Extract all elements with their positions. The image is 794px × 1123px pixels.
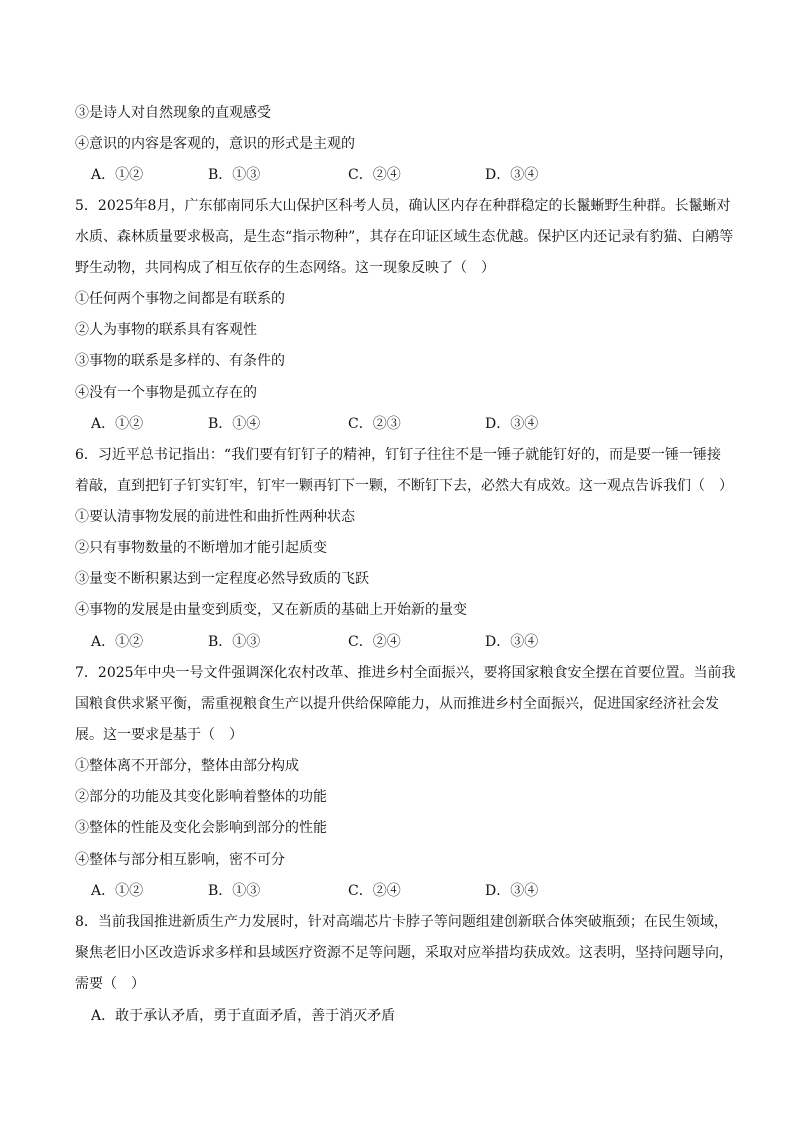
q5-item-4: ④没有一个事物是孤立存在的 xyxy=(75,385,257,401)
q4-item-4: ④意识的内容是客观的，意识的形式是主观的 xyxy=(75,136,355,152)
q6-option-a[interactable]: A．①② xyxy=(91,634,144,650)
q7-option-d[interactable]: D．③④ xyxy=(485,883,539,899)
q8-stem-line-2: 聚焦老旧小区改造诉求多样和县域医疗资源不足等问题，采取对应举措均获成效。这表明，坚持问题导向， xyxy=(75,945,733,961)
q7-option-a[interactable]: A．①② xyxy=(91,883,144,899)
q4-item-3: ③是诗人对自然现象的直观感受 xyxy=(75,105,271,121)
q7-item-4: ④整体与部分相互影响，密不可分 xyxy=(75,852,285,868)
q4-options xyxy=(91,166,711,184)
q6-stem-line-2: 着敲，直到把钉子钉实钉牢，钉牢一颗再钉下一颗，不断钉下去，必然大有成效。这一观点告诉我们（ ） xyxy=(75,478,733,494)
q7-stem-line-2: 国粮食供求紧平衡，需重视粮食生产以提升供给保障能力，从而推进乡村全面振兴，促进国家经济社会发 xyxy=(75,696,719,712)
q7-item-3: ③整体的性能及变化会影响到部分的性能 xyxy=(75,820,327,836)
q5-stem-line-3: 野生动物，共同构成了相互依存的生态网络。这一现象反映了（ ） xyxy=(75,260,495,276)
q7-option-b[interactable]: B．①③ xyxy=(208,883,261,899)
q5-item-1: ①任何两个事物之间都是有联系的 xyxy=(75,291,285,307)
q7-item-2: ②部分的功能及其变化影响着整体的功能 xyxy=(75,789,327,805)
q5-option-d[interactable]: D．③④ xyxy=(485,416,539,432)
q6-option-d[interactable]: D．③④ xyxy=(485,634,539,650)
q7-stem-line-1: 7．2025年中央一号文件强调深化农村改革、推进乡村全面振兴，要将国家粮食安全摆在首要位置。当前我 xyxy=(75,665,736,681)
q6-options xyxy=(91,633,711,651)
q5-stem-line-2: 水质、森林质量要求极高，是生态“指示物种”，其存在印证区域生态优越。保护区内还记录有豹猫、白鹇等 xyxy=(75,229,734,245)
q5-option-b[interactable]: B．①④ xyxy=(208,416,261,432)
q6-option-c[interactable]: C．②④ xyxy=(348,634,401,650)
q4-option-c[interactable]: C．②④ xyxy=(348,167,401,183)
q7-stem-line-3: 展。这一要求是基于（ ） xyxy=(75,727,243,743)
q6-item-1: ①要认清事物发展的前进性和曲折性两种状态 xyxy=(75,509,355,525)
q7-item-1: ①整体离不开部分，整体由部分构成 xyxy=(75,758,299,774)
q5-option-c[interactable]: C．②③ xyxy=(348,416,401,432)
q5-item-2: ②人为事物的联系具有客观性 xyxy=(75,322,257,338)
q7-option-c[interactable]: C．②④ xyxy=(348,883,401,899)
q4-option-d[interactable]: D．③④ xyxy=(485,167,539,183)
q6-item-3: ③量变不断积累达到一定程度必然导致质的飞跃 xyxy=(75,571,369,587)
q5-option-a[interactable]: A．①② xyxy=(91,416,144,432)
q6-item-4: ④事物的发展是由量变到质变，又在新质的基础上开始新的量变 xyxy=(75,602,467,618)
q6-option-b[interactable]: B．①③ xyxy=(208,634,261,650)
q8-stem-line-1: 8．当前我国推进新质生产力发展时，针对高端芯片卡脖子等问题组建创新联合体突破瓶颈；在民生领域， xyxy=(75,914,728,930)
q8-option-a[interactable]: A．敢于承认矛盾，勇于直面矛盾，善于消灭矛盾 xyxy=(91,1008,396,1024)
q5-stem-line-1: 5．2025年8月，广东郁南同乐大山保护区科考人员，确认区内存在种群稳定的长鬣蜥野生种群。长鬣蜥对 xyxy=(75,198,731,214)
q4-option-b[interactable]: B．①③ xyxy=(208,167,261,183)
q6-item-2: ②只有事物数量的不断增加才能引起质变 xyxy=(75,540,327,556)
q5-item-3: ③事物的联系是多样的、有条件的 xyxy=(75,353,285,369)
q8-stem-line-3: 需要（ ） xyxy=(75,976,145,992)
q4-option-a[interactable]: A．①② xyxy=(91,167,144,183)
q7-options xyxy=(91,882,711,900)
q6-stem-line-1: 6．习近平总书记指出：“我们要有钉钉子的精神，钉钉子往往不是一锤子就能钉好的，而是要一锤一锤接 xyxy=(75,447,722,463)
q5-options xyxy=(91,415,711,433)
